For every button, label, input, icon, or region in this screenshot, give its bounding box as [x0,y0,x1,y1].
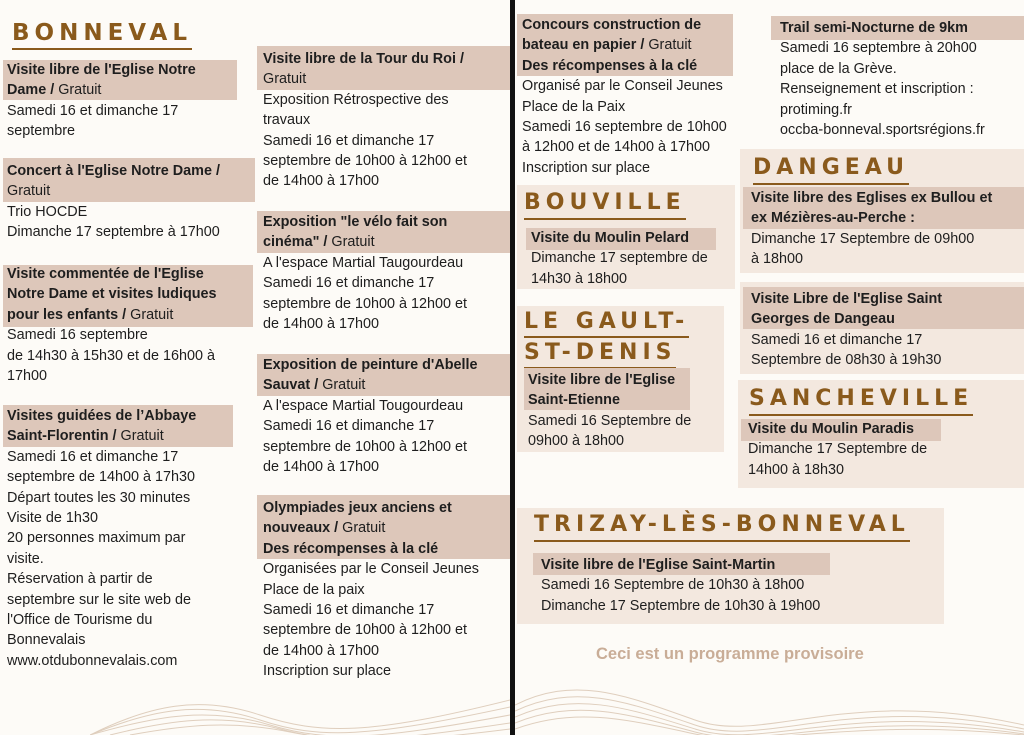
town-title-bouville: BOUVILLE [524,188,686,220]
event-title: bateau en papier / [522,37,645,54]
event-detail: Samedi 16 Septembre de [528,412,692,429]
event-detail: Place de la Paix [522,98,626,115]
event-velo-cinema [263,212,467,334]
event-detail: Organisé par le Conseil Jeunes [522,78,723,95]
town-title-line: LE GAULT- [524,307,689,338]
event-title: Olympiades jeux anciens et [263,500,452,516]
event-trail [780,18,985,140]
price-tag: Gratuit [318,377,366,394]
event-detail: l'Office de Tourisme du [7,612,153,629]
event-detail: Bonnevalais [7,632,86,649]
event-detail: Dimanche 17 Septembre de 10h30 à 19h00 [541,597,821,614]
event-title: Notre Dame et visites ludiques [7,286,217,303]
event-detail: septembre de 10h00 à 12h00 et [263,153,468,170]
event-detail: occba-bonneval.sportsrégions.fr [780,122,985,139]
event-detail: 14h00 à 18h30 [748,461,845,478]
wave-decoration-right [515,665,1024,735]
event-eglise-saint-martin [541,555,820,616]
event-title: Visite Libre de l'Eglise Saint [751,291,943,307]
event-title: Dame / [7,82,55,99]
event-detail: visite. [7,550,44,567]
event-detail: Samedi 16 septembre [7,327,148,344]
event-detail: Départ toutes les 30 minutes [7,489,191,506]
event-visite-commentee [7,264,217,386]
event-title: Georges de Dangeau [751,311,895,328]
event-detail: A l'espace Martial Tougourdeau [263,397,464,414]
event-detail: 17h00 [7,368,48,385]
event-title: Saint-Etienne [528,392,620,409]
event-title: Visite libre de l'Eglise [528,372,676,388]
event-detail: septembre [7,123,75,140]
event-tour-du-roi [263,49,467,192]
event-detail: de 14h00 à 17h00 [263,173,380,190]
event-title: Des récompenses à la clé [522,57,698,74]
town-title-bonneval: BONNEVAL [12,18,192,50]
price-tag: Gratuit [116,428,164,445]
event-detail: Exposition Rétrospective des [263,91,449,108]
price-tag: Gratuit [126,306,174,323]
event-detail: Dimanche 17 Septembre de [748,441,928,458]
event-detail: septembre de 10h00 à 12h00 et [263,438,468,455]
event-peinture [263,355,478,477]
town-title-sancheville: SANCHEVILLE [749,384,973,416]
event-detail: Samedi 16 et dimanche 17 [263,418,435,435]
event-detail: www.otdubonnevalais.com [7,652,178,669]
event-detail: Trio HOCDE [7,203,88,220]
event-detail: Organisées par le Conseil Jeunes [263,561,479,578]
price-tag: Gratuit [644,37,692,54]
event-detail: Samedi 16 et dimanche 17 [751,331,923,348]
price-tag: Gratuit [338,520,386,537]
price-tag: Gratuit [327,234,375,251]
event-title: Concert à l'Eglise Notre Dame / [7,163,220,179]
event-detail: travaux [263,112,311,129]
event-detail: Samedi 16 et dimanche 17 [263,132,435,149]
event-detail: septembre de 10h00 à 12h00 et [263,295,468,312]
event-detail: de 14h30 à 15h30 et de 16h00 à [7,347,216,364]
event-bateau-papier [522,15,727,178]
event-detail: Réservation à partir de [7,571,153,588]
event-detail: à 18h00 [751,251,804,268]
town-title-line: ST-DENIS [524,338,676,369]
event-title: Visite commentée de l'Eglise [7,266,204,282]
event-title: Visite libre des Eglises ex Bullou et [751,190,993,206]
event-title: Sauvat / [263,377,319,394]
event-detail: à 12h00 et de 14h00 à 17h00 [522,139,711,156]
center-fold [510,0,515,735]
event-detail: Inscription sur place [263,663,391,680]
town-title-dangeau: DANGEAU [753,153,909,185]
event-detail: protiming.fr [780,101,852,118]
event-detail: Samedi 16 et dimanche 17 [7,448,179,465]
event-title: Exposition de peinture d'Abelle [263,357,478,373]
event-title: Visites guidées de l’Abbaye [7,408,197,424]
event-eglise-saint-etienne [528,370,691,452]
event-detail: Samedi 16 et dimanche 17 [263,275,435,292]
event-detail: Samedi 16 et dimanche 17 [263,602,435,619]
town-title-gault [524,307,689,369]
event-detail: 14h30 à 18h00 [531,270,628,287]
event-detail: Samedi 16 septembre à 20h00 [780,40,977,57]
price-tag: Gratuit [7,183,51,200]
event-eglise-notre-dame [7,60,196,142]
event-concert [7,161,220,243]
event-title: Visite libre de la Tour du Roi / [263,51,464,67]
event-title: ex Mézières-au-Perche : [751,210,915,227]
event-eglise-saint-georges [751,289,942,371]
event-detail: 20 personnes maximum par [7,530,186,547]
event-title: Visite libre de l'Eglise Notre [7,62,196,78]
event-title: Visite libre de l'Eglise Saint-Martin [541,557,776,573]
event-title: Visite du Moulin Paradis [748,421,915,437]
event-title: Trail semi-Nocturne de 9km [780,20,968,36]
event-detail: Inscription sur place [522,159,650,176]
event-moulin-paradis [748,419,927,480]
event-detail: Renseignement et inscription : [780,81,974,98]
event-detail: Septembre de 08h30 à 19h30 [751,352,942,369]
event-detail: A l'espace Martial Taugourdeau [263,254,464,271]
event-title: Exposition "le vélo fait son [263,214,448,230]
event-olympiades [263,498,479,682]
event-detail: Dimanche 17 septembre de [531,250,708,267]
event-moulin-pelard [531,228,708,289]
event-title: Saint-Florentin / [7,428,117,445]
event-abbaye [7,406,196,671]
event-title: Visite du Moulin Pelard [531,230,690,246]
event-detail: Visite de 1h30 [7,510,98,527]
event-detail: Samedi 16 septembre de 10h00 [522,119,727,136]
price-tag: Gratuit [263,71,307,88]
event-detail: Samedi 16 et dimanche 17 [7,102,179,119]
event-title: cinéma" / [263,234,328,251]
event-title: nouveaux / [263,520,339,537]
event-detail: de 14h00 à 17h00 [263,316,380,333]
event-detail: Dimanche 17 septembre à 17h00 [7,224,220,241]
event-detail: 09h00 à 18h00 [528,433,625,450]
event-title: Des récompenses à la clé [263,540,439,557]
town-title-trizay: TRIZAY-LÈS-BONNEVAL [534,510,910,542]
price-tag: Gratuit [54,82,102,99]
event-detail: de 14h00 à 17h00 [263,642,380,659]
event-eglises-bullou [751,188,992,270]
event-detail: Place de la paix [263,581,365,598]
event-detail: de 14h00 à 17h00 [263,459,380,476]
event-title: Concours construction de [522,17,702,33]
event-detail: septembre de 10h00 à 12h00 et [263,622,468,639]
event-detail: septembre sur le site web de [7,591,191,608]
provisional-note: Ceci est un programme provisoire [596,645,864,663]
event-detail: place de la Grève. [780,60,897,77]
event-detail: septembre de 14h00 à 17h30 [7,469,196,486]
event-title: pour les enfants / [7,306,127,323]
event-detail: Dimanche 17 Septembre de 09h00 [751,230,975,247]
event-detail: Samedi 16 Septembre de 10h30 à 18h00 [541,577,805,594]
